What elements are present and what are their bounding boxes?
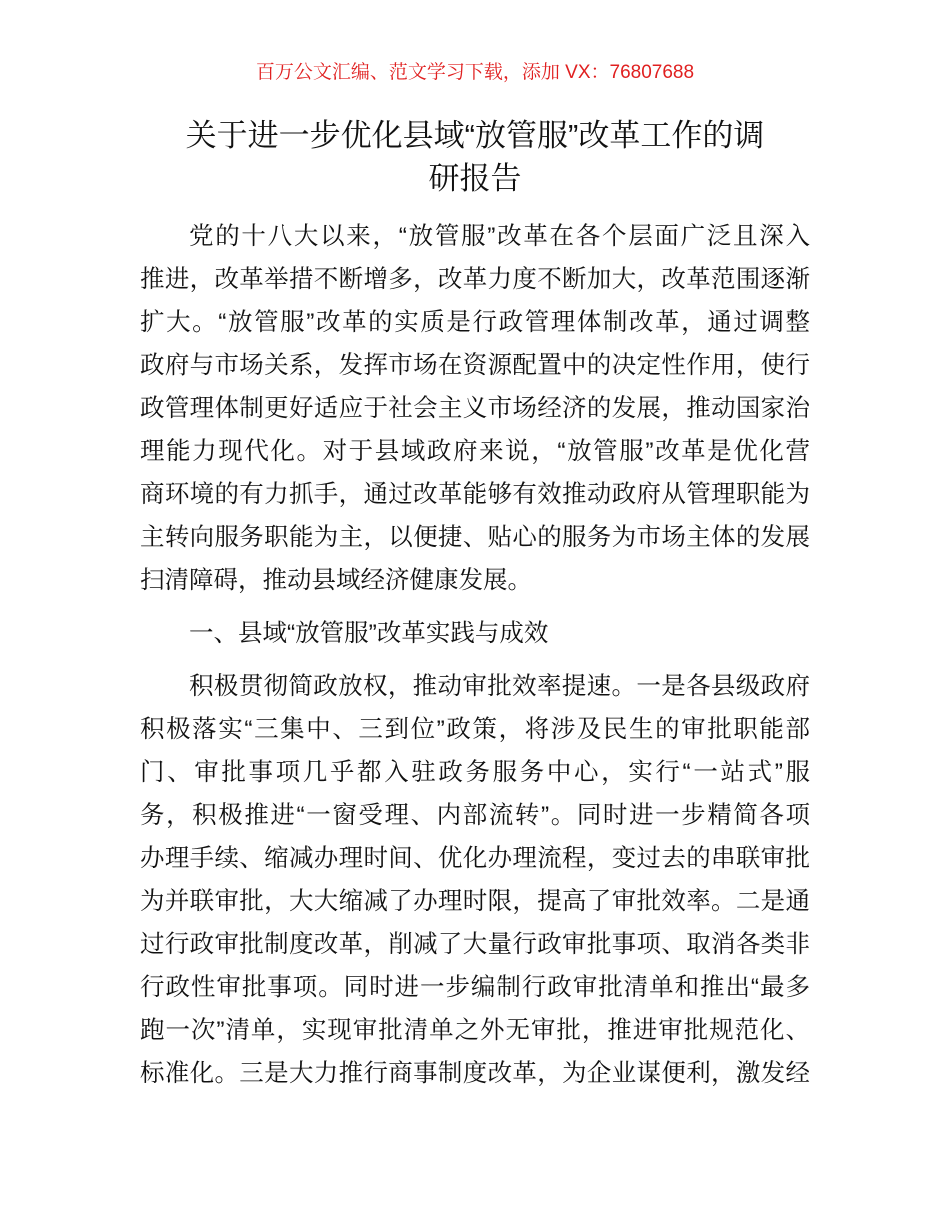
- text-line: 政府与市场关系，发挥市场在资源配置中的决定性作用，使行: [140, 352, 810, 379]
- text-line: 扩大。“放管服”改革的实质是行政管理体制改革，通过调整: [140, 309, 810, 336]
- text-line: 跑一次”清单，实现审批清单之外无审批，推进审批规范化、: [140, 1017, 810, 1044]
- section-heading: 一、县域“放管服”改革实践与成效: [189, 620, 549, 647]
- text-line: 主转向服务职能为主，以便捷、贴心的服务为市场主体的发展: [140, 524, 810, 551]
- text-line: 过行政审批制度改革，削减了大量行政审批事项、取消各类非: [140, 931, 810, 958]
- text-line: 门、审批事项几乎都入驻政务服务中心，实行“一站式”服: [140, 759, 810, 786]
- text-line: 商环境的有力抓手，通过改革能够有效推动政府从管理职能为: [140, 481, 810, 508]
- text-line: 理能力现代化。对于县域政府来说，“放管服”改革是优化营: [140, 438, 810, 465]
- text-line: 政管理体制更好适应于社会主义市场经济的发展，推动国家治: [140, 395, 810, 422]
- text-line: 行政性审批事项。同时进一步编制行政审批清单和推出“最多: [140, 974, 810, 1001]
- text-line: 务，积极推进“一窗受理、内部流转”。同时进一步精简各项: [140, 802, 810, 829]
- text-line: 党的十八大以来，“放管服”改革在各个层面广泛且深入: [189, 223, 810, 250]
- text-line: 办理手续、缩减办理时间、优化办理流程，变过去的串联审批: [140, 845, 810, 872]
- text-line: 扫清障碍，推动县域经济健康发展。: [140, 567, 532, 594]
- text-line: 为并联审批，大大缩减了办理时限，提高了审批效率。二是通: [140, 888, 810, 915]
- watermark-header: 百万公文汇编、范文学习下载，添加 VX：76807688: [255, 62, 695, 83]
- title-line: 关于进一步优化县域“放管服”改革工作的调: [185, 118, 765, 153]
- text-line: 积极贯彻简政放权，推动审批效率提速。一是各县级政府: [189, 673, 810, 700]
- text-line: 积极落实“三集中、三到位”政策，将涉及民生的审批职能部: [140, 716, 810, 743]
- text-line: 标准化。三是大力推行商事制度改革，为企业谋便利，激发经: [140, 1060, 810, 1087]
- text-line: 推进，改革举措不断增多，改革力度不断加大，改革范围逐渐: [140, 266, 810, 293]
- title-line: 研报告: [428, 161, 522, 196]
